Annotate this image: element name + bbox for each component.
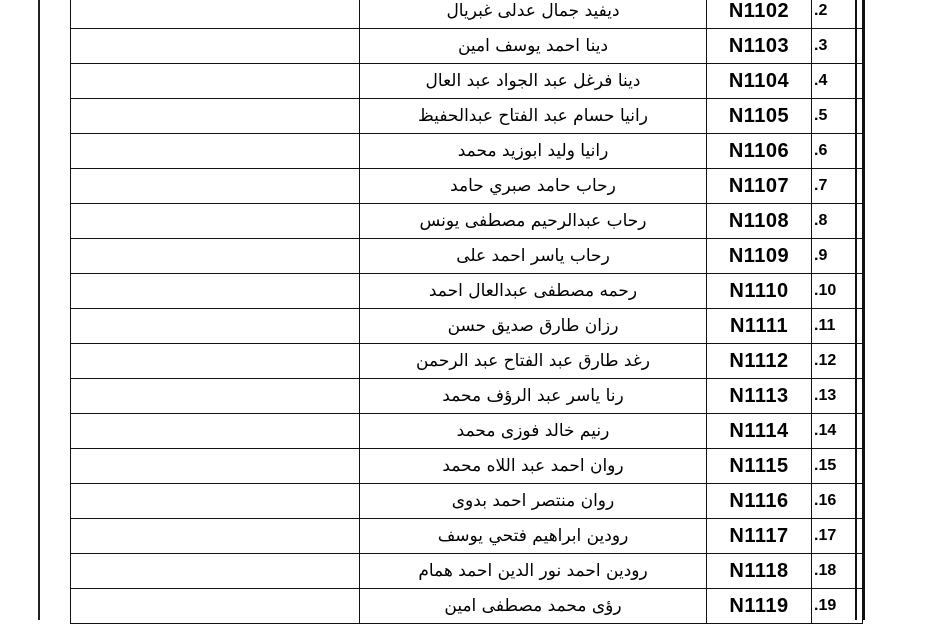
row-number-cell: .4 bbox=[812, 64, 863, 99]
row-number-cell: .17 bbox=[812, 519, 863, 554]
row-number-cell: .6 bbox=[812, 134, 863, 169]
blank-cell bbox=[71, 484, 360, 519]
student-list-body bbox=[71, 0, 863, 624]
student-code-cell: N1115 bbox=[707, 449, 812, 484]
row-number-cell: .11 bbox=[812, 309, 863, 344]
student-code-cell: N1116 bbox=[707, 484, 812, 519]
student-code-cell: N1105 bbox=[707, 99, 812, 134]
table-row bbox=[71, 99, 863, 134]
student-name-cell: رانيا حسام عبد الفتاح عبدالحفيظ bbox=[360, 99, 707, 134]
blank-cell bbox=[71, 309, 360, 344]
student-code-cell: N1117 bbox=[707, 519, 812, 554]
blank-cell bbox=[71, 239, 360, 274]
student-code-cell: N1103 bbox=[707, 29, 812, 64]
student-code-cell: N1112 bbox=[707, 344, 812, 379]
blank-cell bbox=[71, 64, 360, 99]
row-number-cell: .5 bbox=[812, 99, 863, 134]
student-list-table bbox=[70, 0, 863, 624]
blank-cell bbox=[71, 554, 360, 589]
table-row bbox=[71, 134, 863, 169]
table-row bbox=[71, 204, 863, 239]
student-name-cell: ديفيد جمال عدلى غبريال bbox=[360, 0, 707, 29]
blank-cell bbox=[71, 169, 360, 204]
student-name-cell: رحاب عبدالرحيم مصطفى يونس bbox=[360, 204, 707, 239]
blank-cell bbox=[71, 0, 360, 29]
row-number-cell: .12 bbox=[812, 344, 863, 379]
student-code-cell: N1114 bbox=[707, 414, 812, 449]
row-number-cell: .15 bbox=[812, 449, 863, 484]
table-row bbox=[71, 449, 863, 484]
row-number-cell: .3 bbox=[812, 29, 863, 64]
table-row bbox=[71, 0, 863, 29]
blank-cell bbox=[71, 519, 360, 554]
table-row bbox=[71, 484, 863, 519]
table-row bbox=[71, 379, 863, 414]
student-name-cell: رغد طارق عبد الفتاح عبد الرحمن bbox=[360, 344, 707, 379]
student-code-cell: N1106 bbox=[707, 134, 812, 169]
student-name-cell: رزان طارق صديق حسن bbox=[360, 309, 707, 344]
student-name-cell: روان منتصر احمد بدوى bbox=[360, 484, 707, 519]
student-code-cell: N1104 bbox=[707, 64, 812, 99]
blank-cell bbox=[71, 589, 360, 624]
student-code-cell: N1111 bbox=[707, 309, 812, 344]
blank-cell bbox=[71, 414, 360, 449]
row-number-cell: .16 bbox=[812, 484, 863, 519]
row-number-cell: .14 bbox=[812, 414, 863, 449]
table-row bbox=[71, 239, 863, 274]
blank-cell bbox=[71, 344, 360, 379]
row-number-cell: .8 bbox=[812, 204, 863, 239]
blank-cell bbox=[71, 29, 360, 64]
table-row bbox=[71, 589, 863, 624]
row-number-cell: .2 bbox=[812, 0, 863, 29]
student-name-cell: رودين احمد نور الدين احمد همام bbox=[360, 554, 707, 589]
table-row bbox=[71, 344, 863, 379]
blank-cell bbox=[71, 134, 360, 169]
student-name-cell: رنيم خالد فوزى محمد bbox=[360, 414, 707, 449]
student-name-cell: دينا احمد يوسف امين bbox=[360, 29, 707, 64]
row-number-cell: .10 bbox=[812, 274, 863, 309]
student-code-cell: N1109 bbox=[707, 239, 812, 274]
row-number-cell: .19 bbox=[812, 589, 863, 624]
table-row bbox=[71, 29, 863, 64]
page-border-left bbox=[38, 0, 40, 620]
student-code-cell: N1118 bbox=[707, 554, 812, 589]
blank-cell bbox=[71, 99, 360, 134]
student-code-cell: N1107 bbox=[707, 169, 812, 204]
student-name-cell: رودين ابراهيم فتحي يوسف bbox=[360, 519, 707, 554]
student-code-cell: N1108 bbox=[707, 204, 812, 239]
table-row bbox=[71, 519, 863, 554]
student-name-cell: رؤى محمد مصطفى امين bbox=[360, 589, 707, 624]
blank-cell bbox=[71, 274, 360, 309]
table-row bbox=[71, 274, 863, 309]
student-name-cell: روان احمد عبد اللاه محمد bbox=[360, 449, 707, 484]
student-name-cell: رانيا وليد ابوزيد محمد bbox=[360, 134, 707, 169]
student-name-cell: رحمه مصطفى عبدالعال احمد bbox=[360, 274, 707, 309]
blank-cell bbox=[71, 204, 360, 239]
student-code-cell: N1110 bbox=[707, 274, 812, 309]
table-row bbox=[71, 64, 863, 99]
table-row bbox=[71, 554, 863, 589]
student-name-cell: رنا ياسر عبد الرؤف محمد bbox=[360, 379, 707, 414]
student-name-cell: دينا فرغل عبد الجواد عبد العال bbox=[360, 64, 707, 99]
table-row bbox=[71, 414, 863, 449]
row-number-cell: .7 bbox=[812, 169, 863, 204]
student-name-cell: رحاب حامد صبري حامد bbox=[360, 169, 707, 204]
student-name-cell: رحاب ياسر احمد على bbox=[360, 239, 707, 274]
blank-cell bbox=[71, 449, 360, 484]
table-row bbox=[71, 169, 863, 204]
student-code-cell: N1119 bbox=[707, 589, 812, 624]
table-row bbox=[71, 309, 863, 344]
row-number-cell: .13 bbox=[812, 379, 863, 414]
row-number-cell: .18 bbox=[812, 554, 863, 589]
blank-cell bbox=[71, 379, 360, 414]
student-code-cell: N1102 bbox=[707, 0, 812, 29]
student-code-cell: N1113 bbox=[707, 379, 812, 414]
row-number-cell: .9 bbox=[812, 239, 863, 274]
